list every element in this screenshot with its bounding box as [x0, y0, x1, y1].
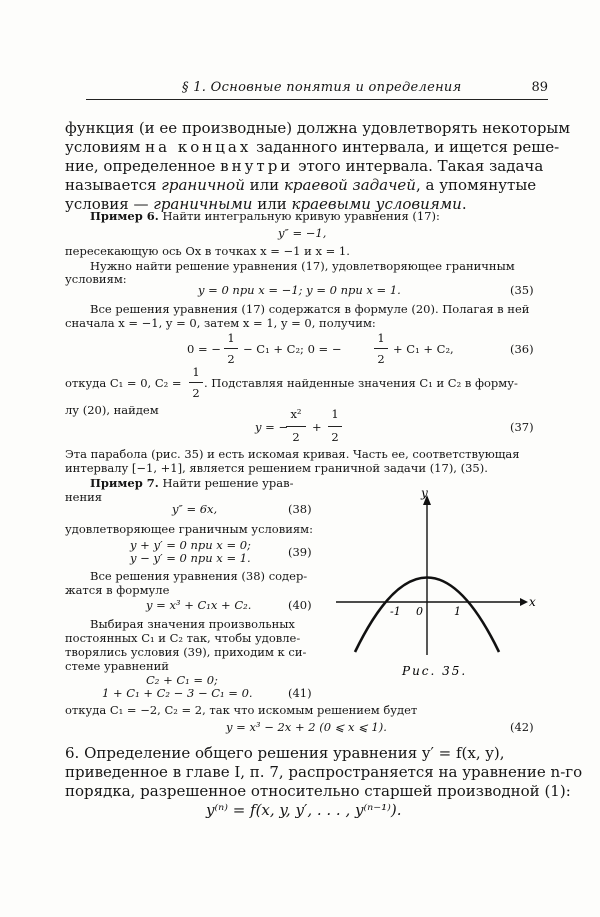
figure-caption: Рис. 35. [402, 664, 468, 678]
l7-frac-bar [189, 382, 203, 383]
section6-paragraph [65, 744, 583, 801]
example7-line3: удовлетворяющее граничным условиям: [65, 522, 313, 536]
equation-40: y = x³ + C₁x + C₂. [146, 598, 252, 612]
intro-line-1: функция (и ее производные) должна удовлетворять некоторым [65, 119, 571, 137]
eq36-frac2-den: 2 [377, 352, 385, 366]
x-axis-arrow [520, 598, 528, 606]
equation-42: y = x³ − 2x + 2 (0 ⩽ x ⩽ 1). [226, 720, 387, 734]
intro-line-2: условиям на концах заданного интервала, и ищется реше- [65, 138, 560, 156]
intro-line-4: называется граничной или краевой задачей, а упомянутые [65, 176, 537, 194]
eq37-frac2-num: 1 [331, 407, 339, 421]
eq37-part-a: y = − [255, 420, 289, 434]
equation-41a: C₂ + C₁ = 0; [146, 673, 218, 687]
example6-line4: условиям: [65, 272, 127, 286]
example6-line3: Нужно найти решение уравнения (17), удовлетворяющее граничным [90, 259, 515, 273]
eq36-frac2-num: 1 [377, 331, 385, 345]
header-rule [86, 99, 548, 100]
intro-paragraph [65, 119, 571, 214]
equation-number-42: (42) [510, 720, 534, 734]
tick-label-one: 1 [454, 605, 461, 618]
tick-label-zero: 0 [416, 605, 423, 618]
example6-line8: лу (20), найдем [65, 403, 159, 417]
eq36-part-c: + C₁ + C₂, [393, 342, 454, 356]
page-number: 89 [531, 80, 548, 95]
eq37-frac2-bar [328, 426, 342, 427]
tick-label-minus-one: -1 [390, 605, 401, 618]
eq36-frac2-bar [374, 348, 388, 349]
equation-number-41: (41) [288, 686, 312, 700]
intro-line-5: условия — граничными или краевыми условиями. [65, 195, 467, 213]
example7-line5: жатся в формуле [65, 583, 170, 597]
example6-equation: y″ = −1, [278, 226, 327, 240]
section-title: § 1. Основные понятия и определения [182, 80, 462, 95]
figure-35-parabola [330, 485, 540, 685]
running-header [86, 80, 548, 96]
equation-38: y″ = 6x, [172, 502, 218, 516]
eq36-frac1-num: 1 [227, 331, 235, 345]
eq37-part-b: + [312, 420, 322, 434]
equation-number-35: (35) [510, 283, 534, 297]
equation-35: y = 0 при x = −1; y = 0 при x = 1. [198, 283, 401, 297]
equation-number-38: (38) [288, 502, 312, 516]
l7-frac-num: 1 [192, 365, 200, 379]
example7-line4: Все решения уравнения (38) содер- [90, 569, 308, 583]
example6-line1: Пример 6. Найти интегральную кривую уравнения (17): [90, 209, 440, 223]
section6-equation: y⁽ⁿ⁾ = f(x, y, y′, . . . , y⁽ⁿ⁻¹⁾). [206, 801, 402, 819]
eq37-frac1-num: x² [290, 407, 302, 421]
section6-line-1: 6. Определение общего решения уравнения y′ = f(x, y), [65, 744, 505, 762]
eq37-frac1-den: 2 [292, 430, 300, 444]
equation-39a: y + y′ = 0 при x = 0; [130, 538, 251, 552]
eq36-frac1-bar [224, 348, 238, 349]
l7-frac-den: 2 [192, 386, 200, 400]
eq36-frac1-den: 2 [227, 352, 235, 366]
example7-line9: стеме уравнений [65, 659, 169, 673]
eq36-part-b: − C₁ + C₂; 0 = − [243, 342, 342, 356]
eq37-frac2-den: 2 [331, 430, 339, 444]
example7-line7: постоянных C₁ и C₂ так, чтобы удовле- [65, 631, 301, 645]
section6-line-3: порядка, разрешенное относительно старшей производной (1): [65, 782, 571, 800]
example7-line8: творялись условия (39), приходим к си- [65, 645, 307, 659]
eq37-frac1-bar [286, 426, 306, 427]
equation-41b: 1 + C₁ + C₂ − 3 − C₁ = 0. [102, 686, 253, 700]
equation-number-37: (37) [510, 420, 534, 434]
eq36-part-a: 0 = − [187, 342, 221, 356]
example6-line7a: откуда C₁ = 0, C₂ = [65, 376, 182, 390]
example6-line9: Эта парабола (рис. 35) и есть искомая кривая. Часть ее, соответствующая [65, 447, 520, 461]
intro-line-3: ние, определенное внутри этого интервала. Такая задача [65, 157, 544, 175]
equation-number-40: (40) [288, 598, 312, 612]
equation-number-36: (36) [510, 342, 534, 356]
example6-line7b: . Подставляя найденные значения C₁ и C₂ в форму- [204, 376, 518, 390]
example7-line2: нения [65, 490, 103, 504]
example6-line5: Все решения уравнения (17) содержатся в формуле (20). Полагая в ней [90, 302, 530, 316]
example6-line10: интервалу [−1, +1], является решением граничной задачи (17), (35). [65, 461, 488, 475]
example6-line2: пересекающую ось Ox в точках x = −1 и x = 1. [65, 244, 350, 258]
y-axis-label: y [421, 486, 428, 500]
example7-line10: откуда C₁ = −2, C₂ = 2, так что искомым решением будет [65, 703, 418, 717]
example7-line6: Выбирая значения произвольных [90, 617, 295, 631]
x-axis-label: x [529, 595, 536, 609]
equation-39b: y − y′ = 0 при x = 1. [130, 551, 251, 565]
equation-number-39: (39) [288, 545, 312, 559]
example6-line6: сначала x = −1, y = 0, затем x = 1, y = 0, получим: [65, 316, 376, 330]
section6-line-2: приведенное в главе I, п. 7, распространяется на уравнение n-го [65, 763, 583, 781]
example7-line1: Пример 7. Найти решение урав- [90, 476, 294, 490]
